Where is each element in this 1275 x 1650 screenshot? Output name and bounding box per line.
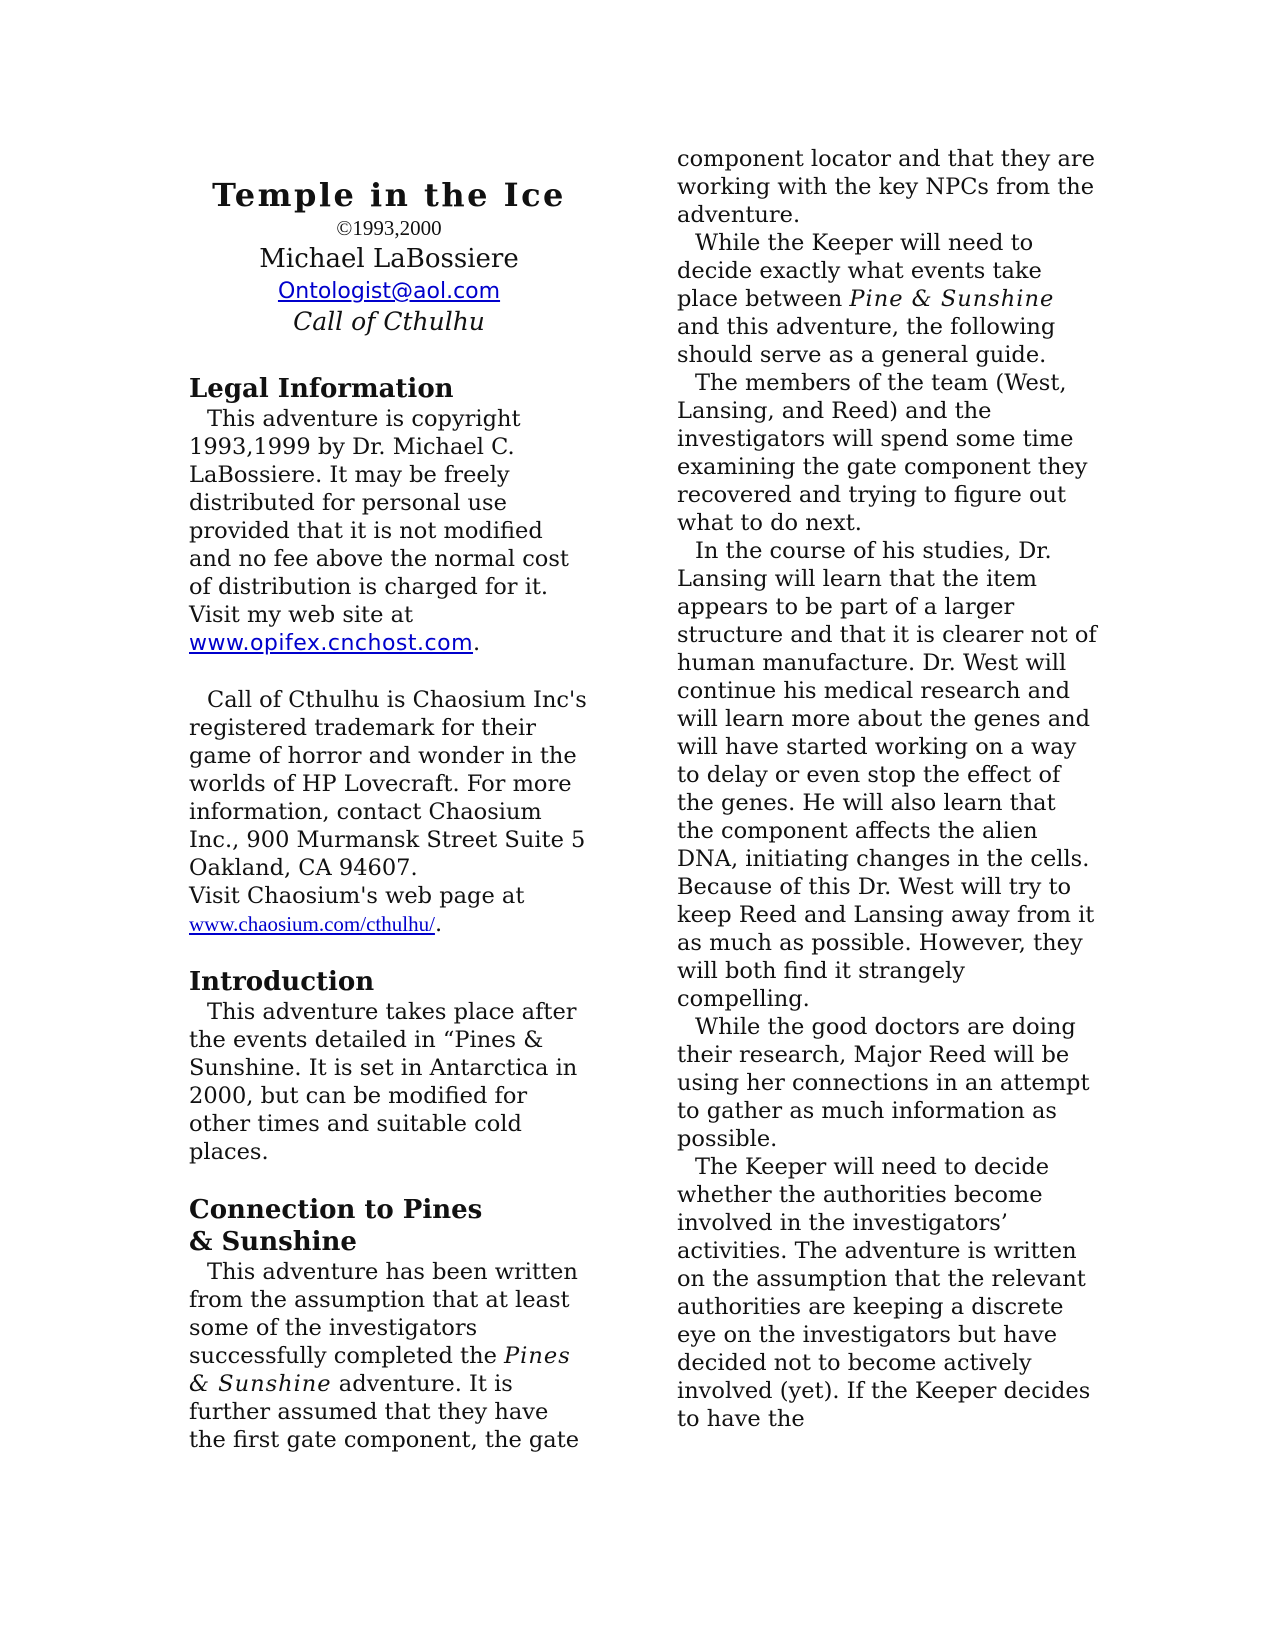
introduction-paragraph: This adventure takes place after the events detailed in “Pines & Sunshine. It is set in Antarctica in 2000, but can be modified for other times and suitable cold places.	[189, 999, 578, 1165]
right-text-1b: and this adventure, the following should serve as a general guide.	[677, 314, 1056, 368]
game-name: Call of Cthulhu	[293, 307, 485, 336]
right-column	[677, 145, 1097, 1433]
legal-paragraph-2: Call of Cthulhu is Chaosium Inc's registered trademark for their game of horror and wonder in the worlds of HP Lovecraft. For more information, contact Chaosium Inc., 900 Murmansk Street Suite 5 Oakland, CA 94607.	[189, 687, 587, 881]
right-paragraph-5: The Keeper will need to decide whether the authorities become involved in the investigators’ activities. The adventure is written on the assumption that the relevant authorities are keeping a discrete eye on the investigators but have decided not to become actively involved (yet). If the Keeper decides to have the	[677, 1154, 1091, 1432]
right-paragraph-0: component locator and that they are working with the key NPCs from the adventure.	[677, 146, 1095, 228]
connection-paragraph	[189, 1258, 589, 1454]
left-column	[189, 175, 589, 1454]
copyright-line: ©1993,2000	[336, 216, 442, 240]
right-text-1a: While the Keeper will need to decide exactly what events take place between	[677, 230, 1042, 312]
author-name: Michael LaBossiere	[259, 244, 519, 274]
right-italic-title: Pine & Sunshine	[849, 286, 1055, 312]
introduction-heading: Introduction	[189, 967, 375, 997]
connection-text-a: This adventure has been written from the assumption that at least some of the investigators successfully completed the	[189, 1259, 578, 1369]
connection-italic-title: Pines & Sunshine	[189, 1343, 571, 1397]
right-paragraph-3: In the course of his studies, Dr. Lansing will learn that the item appears to be part of a larger structure and that it is clearer not of human manufacture. Dr. West will continue his medical research and will learn more about the genes and will have started working on a way to delay or even stop the effect of the genes. He will also learn that the component affects the alien DNA, initiating changes in the cells. Because of this Dr. West will try to keep Reed and Lansing away from it as much as possible. However, they will both find it strangely compelling.	[677, 538, 1097, 1012]
right-paragraph-4: While the good doctors are doing their research, Major Reed will be using her connections in an attempt to gather as much information as possible.	[677, 1014, 1090, 1152]
legal-text-1: This adventure is copyright 1993,1999 by Dr. Michael C. LaBossiere. It may be freely distributed for personal use provided that it is not modified and no fee above the normal cost of distribution is charged for it. Visit my web site at	[189, 406, 569, 628]
legal-paragraph-1	[189, 405, 589, 658]
author-email-link[interactable]: Ontologist@aol.com	[277, 279, 501, 304]
legal-text-2b: Visit Chaosium's web page at	[189, 883, 525, 909]
chaosium-website-link[interactable]: www.chaosium.com/cthulhu/	[189, 912, 435, 936]
right-paragraph-2: The members of the team (West, Lansing, and Reed) and the investigators will spend some time examining the gate component they recovered and trying to figure out what to do next.	[677, 370, 1088, 536]
legal-paragraph-2b	[189, 882, 589, 938]
right-paragraph-1	[677, 229, 1097, 369]
connection-heading: Connection to Pines & Sunshine	[189, 1195, 483, 1257]
document-title: Temple in the Ice	[212, 176, 566, 214]
legal-period-2: .	[434, 911, 443, 937]
author-website-link[interactable]: www.opifex.cnchost.com	[189, 631, 474, 656]
title-block	[189, 175, 589, 337]
connection-text-b: adventure. It is further assumed that they have the first gate component, the gate	[189, 1371, 580, 1453]
legal-period-1: .	[473, 630, 481, 656]
legal-heading: Legal Information	[189, 374, 454, 404]
